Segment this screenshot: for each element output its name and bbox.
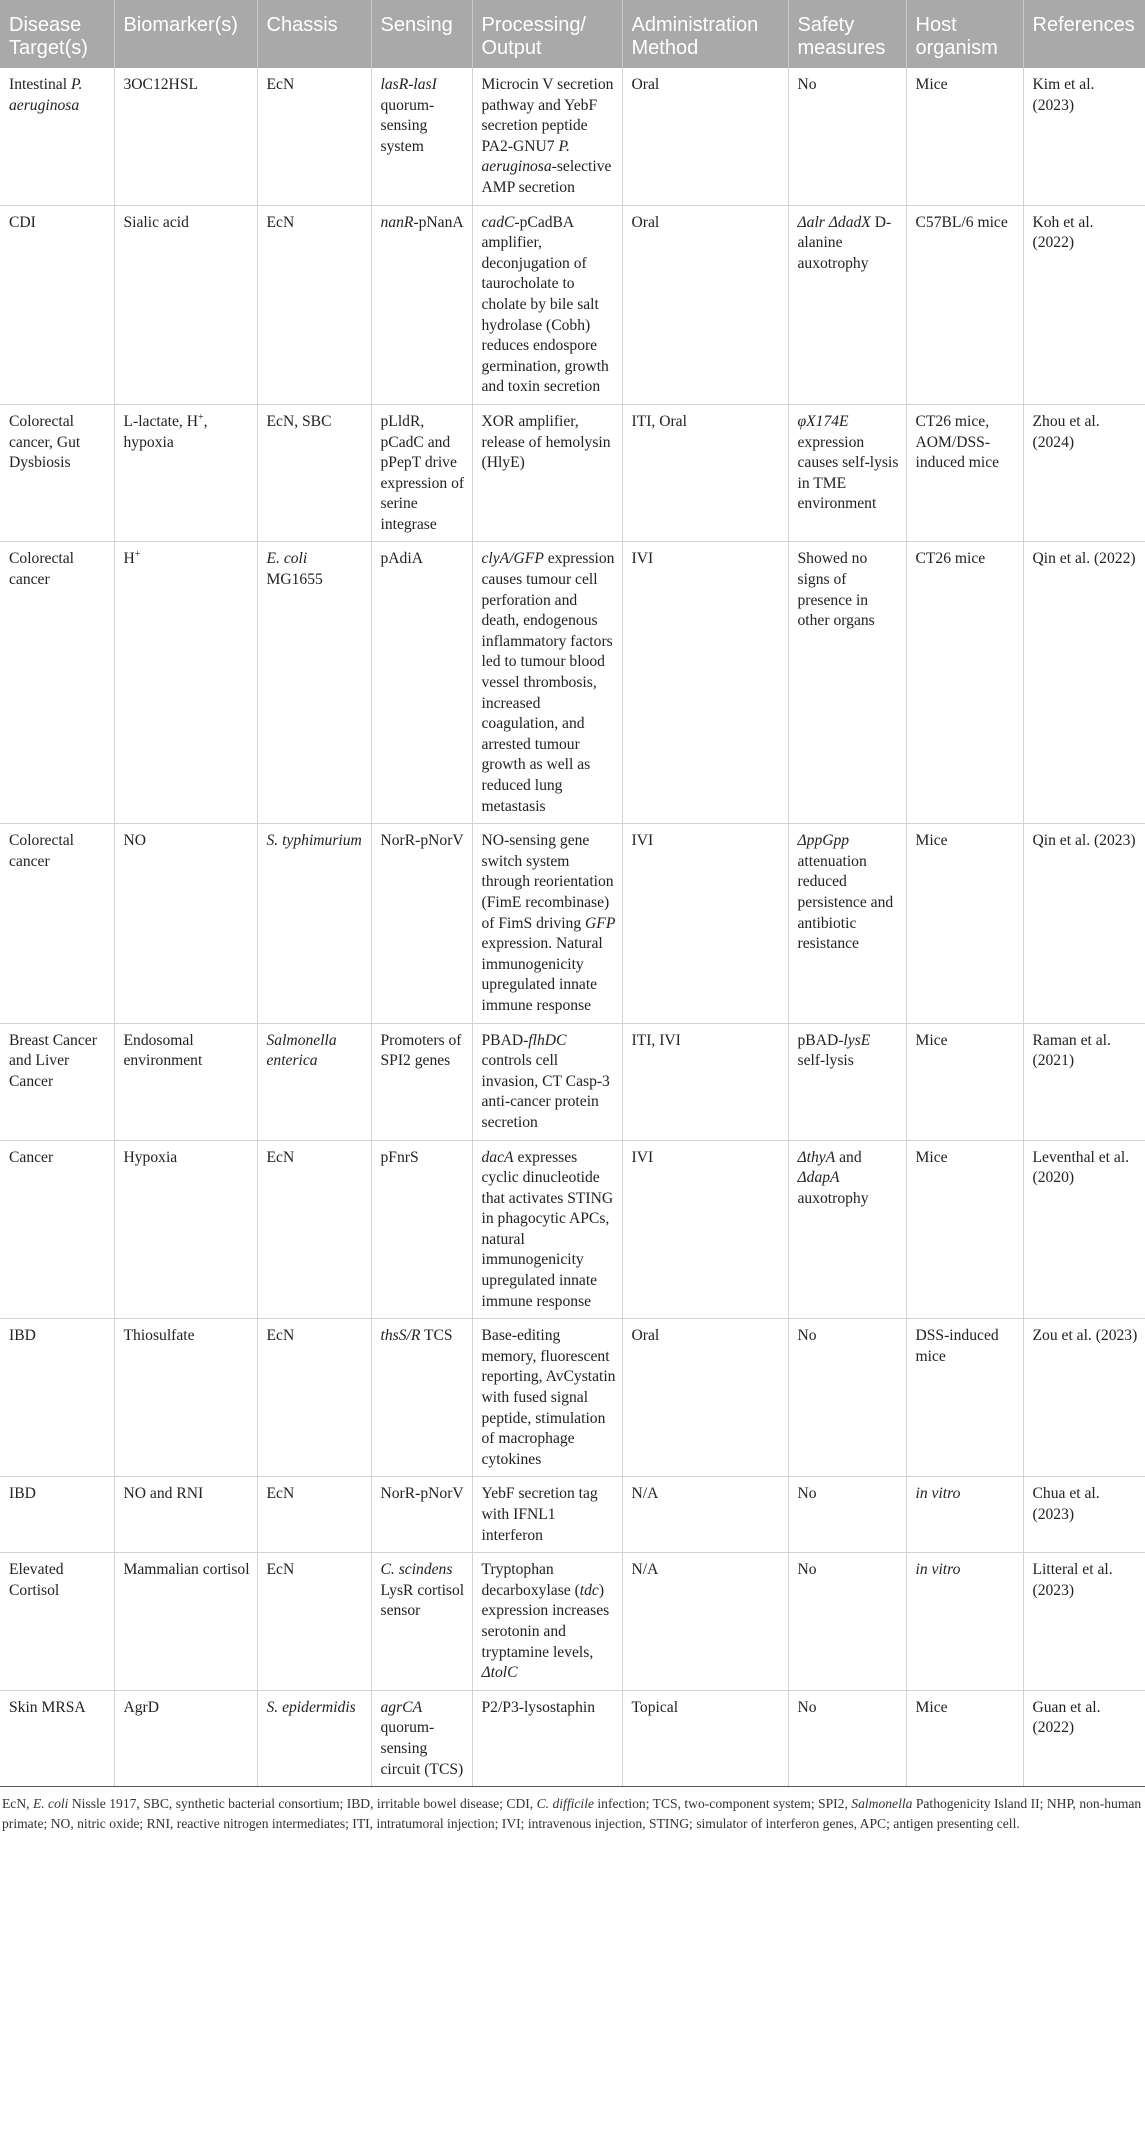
header-administration-method: Administration Method [622, 0, 788, 68]
cell-disease: Skin MRSA [0, 1690, 114, 1786]
cell-host: Mice [906, 68, 1023, 205]
cell-disease: Elevated Cortisol [0, 1553, 114, 1691]
cell-sensing: nanR-pNanA [371, 205, 472, 404]
cell-sensing: NorR-pNorV [371, 824, 472, 1023]
cell-safety: Showed no signs of presence in other organs [788, 542, 906, 824]
cell-host: Mice [906, 824, 1023, 1023]
cell-chassis: EcN, SBC [257, 404, 371, 542]
cell-disease: Colorectal cancer, Gut Dysbiosis [0, 404, 114, 542]
cell-disease: IBD [0, 1319, 114, 1477]
cell-sensing: Promoters of SPI2 genes [371, 1023, 472, 1140]
cell-host: CT26 mice, AOM/DSS-induced mice [906, 404, 1023, 542]
table-row [0, 542, 1145, 824]
cell-biomarker: Hypoxia [114, 1140, 257, 1319]
cell-processing: Tryptophan decarboxylase (tdc) expression increases serotonin and tryptamine levels, ΔtolC [472, 1553, 622, 1691]
cell-processing: Microcin V secretion pathway and YebF secretion peptide PA2-GNU7 P. aeruginosa-selective AMP secretion [472, 68, 622, 205]
cell-host: DSS-induced mice [906, 1319, 1023, 1477]
cell-biomarker: Mammalian cortisol [114, 1553, 257, 1691]
cell-safety: pBAD-lysE self-lysis [788, 1023, 906, 1140]
cell-biomarker: Endosomal environment [114, 1023, 257, 1140]
table-row [0, 1553, 1145, 1691]
cell-references: Zou et al. (2023) [1023, 1319, 1145, 1477]
cell-administration: ITI, Oral [622, 404, 788, 542]
table-row [0, 824, 1145, 1023]
cell-processing: cadC-pCadBA amplifier, deconjugation of taurocholate to cholate by bile salt hydrolase (Cobh) reduces endospore germination, growth and toxin secretion [472, 205, 622, 404]
cell-sensing: agrCA quorum-sensing circuit (TCS) [371, 1690, 472, 1786]
cell-processing: Base-editing memory, fluorescent reporting, AvCystatin with fused signal peptide, stimulation of macrophage cytokines [472, 1319, 622, 1477]
cell-safety: ΔppGpp attenuation reduced persistence and antibiotic resistance [788, 824, 906, 1023]
cell-biomarker: H+ [114, 542, 257, 824]
table-row [0, 1023, 1145, 1140]
cell-administration: N/A [622, 1553, 788, 1691]
header-processing-output: Processing/ Output [472, 0, 622, 68]
cell-disease: Cancer [0, 1140, 114, 1319]
cell-biomarker: AgrD [114, 1690, 257, 1786]
cell-host: Mice [906, 1023, 1023, 1140]
table-row [0, 205, 1145, 404]
cell-host: CT26 mice [906, 542, 1023, 824]
cell-chassis: S. epidermidis [257, 1690, 371, 1786]
cell-administration: N/A [622, 1477, 788, 1553]
table-body [0, 68, 1145, 1787]
cell-administration: IVI [622, 542, 788, 824]
cell-processing: PBAD-flhDC controls cell invasion, CT Casp-3 anti-cancer protein secretion [472, 1023, 622, 1140]
cell-sensing: pFnrS [371, 1140, 472, 1319]
cell-chassis: EcN [257, 1319, 371, 1477]
cell-administration: Oral [622, 68, 788, 205]
cell-administration: Oral [622, 205, 788, 404]
cell-biomarker: Sialic acid [114, 205, 257, 404]
cell-processing: P2/P3-lysostaphin [472, 1690, 622, 1786]
cell-sensing: lasR-lasI quorum-sensing system [371, 68, 472, 205]
table-row [0, 68, 1145, 205]
header-safety-measures: Safety measures [788, 0, 906, 68]
cell-references: Zhou et al. (2024) [1023, 404, 1145, 542]
cell-disease: Colorectal cancer [0, 542, 114, 824]
cell-safety: Δalr ΔdadX D-alanine auxotrophy [788, 205, 906, 404]
cell-disease: CDI [0, 205, 114, 404]
cell-disease: Breast Cancer and Liver Cancer [0, 1023, 114, 1140]
cell-safety: No [788, 1477, 906, 1553]
cell-references: Chua et al. (2023) [1023, 1477, 1145, 1553]
cell-safety: φX174E expression causes self-lysis in TME environment [788, 404, 906, 542]
cell-biomarker: L-lactate, H+, hypoxia [114, 404, 257, 542]
cell-sensing: thsS/R TCS [371, 1319, 472, 1477]
table-header-row [0, 0, 1145, 68]
cell-chassis: EcN [257, 68, 371, 205]
cell-administration: Topical [622, 1690, 788, 1786]
table-row [0, 1477, 1145, 1553]
cell-biomarker: Thiosulfate [114, 1319, 257, 1477]
cell-references: Leventhal et al. (2020) [1023, 1140, 1145, 1319]
cell-processing: XOR amplifier, release of hemolysin (HlyE) [472, 404, 622, 542]
cell-references: Koh et al. (2022) [1023, 205, 1145, 404]
cell-safety: No [788, 1553, 906, 1691]
table-row [0, 1690, 1145, 1786]
cell-references: Kim et al. (2023) [1023, 68, 1145, 205]
cell-references: Qin et al. (2023) [1023, 824, 1145, 1023]
cell-chassis: E. coli MG1655 [257, 542, 371, 824]
cell-disease: Intestinal P. aeruginosa [0, 68, 114, 205]
cell-references: Raman et al. (2021) [1023, 1023, 1145, 1140]
cell-processing: dacA expresses cyclic dinucleotide that activates STING in phagocytic APCs, natural immunogenicity upregulated innate immune response [472, 1140, 622, 1319]
cell-sensing: pAdiA [371, 542, 472, 824]
header-chassis: Chassis [257, 0, 371, 68]
table-footnote: EcN, E. coli Nissle 1917, SBC, synthetic bacterial consortium; IBD, irritable bowel disease; CDI, C. difficile infection; TCS, two-component system; SPI2, Salmonella Pathogenicity Island II; NHP, non-human primate; NO, nitric oxide; RNI, reactive nitrogen intermediates; ITI, intratumoral injection; IVI; intravenous injection, STING; simulator of interferon genes, APC; antigen presenting cell. [2, 1796, 1142, 1831]
cell-host: Mice [906, 1690, 1023, 1786]
cell-disease: IBD [0, 1477, 114, 1553]
header-disease-targets: Disease Target(s) [0, 0, 114, 68]
cell-biomarker: NO [114, 824, 257, 1023]
cell-processing: clyA/GFP expression causes tumour cell perforation and death, endogenous inflammatory factors led to tumour blood vessel thrombosis, increased coagulation, and arrested tumour growth as well as reduced lung metastasis [472, 542, 622, 824]
cell-processing: NO-sensing gene switch system through reorientation (FimE recombinase) of FimS driving GFP expression. Natural immunogenicity upregulated innate immune response [472, 824, 622, 1023]
cell-safety: No [788, 68, 906, 205]
cell-chassis: EcN [257, 1477, 371, 1553]
cell-biomarker: NO and RNI [114, 1477, 257, 1553]
cell-administration: IVI [622, 824, 788, 1023]
cell-references: Litteral et al. (2023) [1023, 1553, 1145, 1691]
cell-processing: YebF secretion tag with IFNL1 interferon [472, 1477, 622, 1553]
header-biomarkers: Biomarker(s) [114, 0, 257, 68]
cell-sensing: pLldR, pCadC and pPepT drive expression of serine integrase [371, 404, 472, 542]
cell-references: Qin et al. (2022) [1023, 542, 1145, 824]
cell-biomarker: 3OC12HSL [114, 68, 257, 205]
cell-chassis: S. typhimurium [257, 824, 371, 1023]
cell-safety: ΔthyA and ΔdapA auxotrophy [788, 1140, 906, 1319]
cell-chassis: EcN [257, 205, 371, 404]
cell-chassis: EcN [257, 1553, 371, 1691]
cell-administration: Oral [622, 1319, 788, 1477]
cell-references: Guan et al. (2022) [1023, 1690, 1145, 1786]
cell-administration: IVI [622, 1140, 788, 1319]
header-sensing: Sensing [371, 0, 472, 68]
table-row [0, 1140, 1145, 1319]
table-row [0, 1319, 1145, 1477]
cell-chassis: EcN [257, 1140, 371, 1319]
cell-host: in vitro [906, 1477, 1023, 1553]
cell-administration: ITI, IVI [622, 1023, 788, 1140]
table-row [0, 404, 1145, 542]
cell-safety: No [788, 1319, 906, 1477]
cell-host: in vitro [906, 1553, 1023, 1691]
header-references: References [1023, 0, 1145, 68]
cell-chassis: Salmonella enterica [257, 1023, 371, 1140]
cell-sensing: NorR-pNorV [371, 1477, 472, 1553]
cell-safety: No [788, 1690, 906, 1786]
cell-host: Mice [906, 1140, 1023, 1319]
cell-sensing: C. scindens LysR cortisol sensor [371, 1553, 472, 1691]
header-host-organism: Host organism [906, 0, 1023, 68]
cell-disease: Colorectal cancer [0, 824, 114, 1023]
cell-host: C57BL/6 mice [906, 205, 1023, 404]
